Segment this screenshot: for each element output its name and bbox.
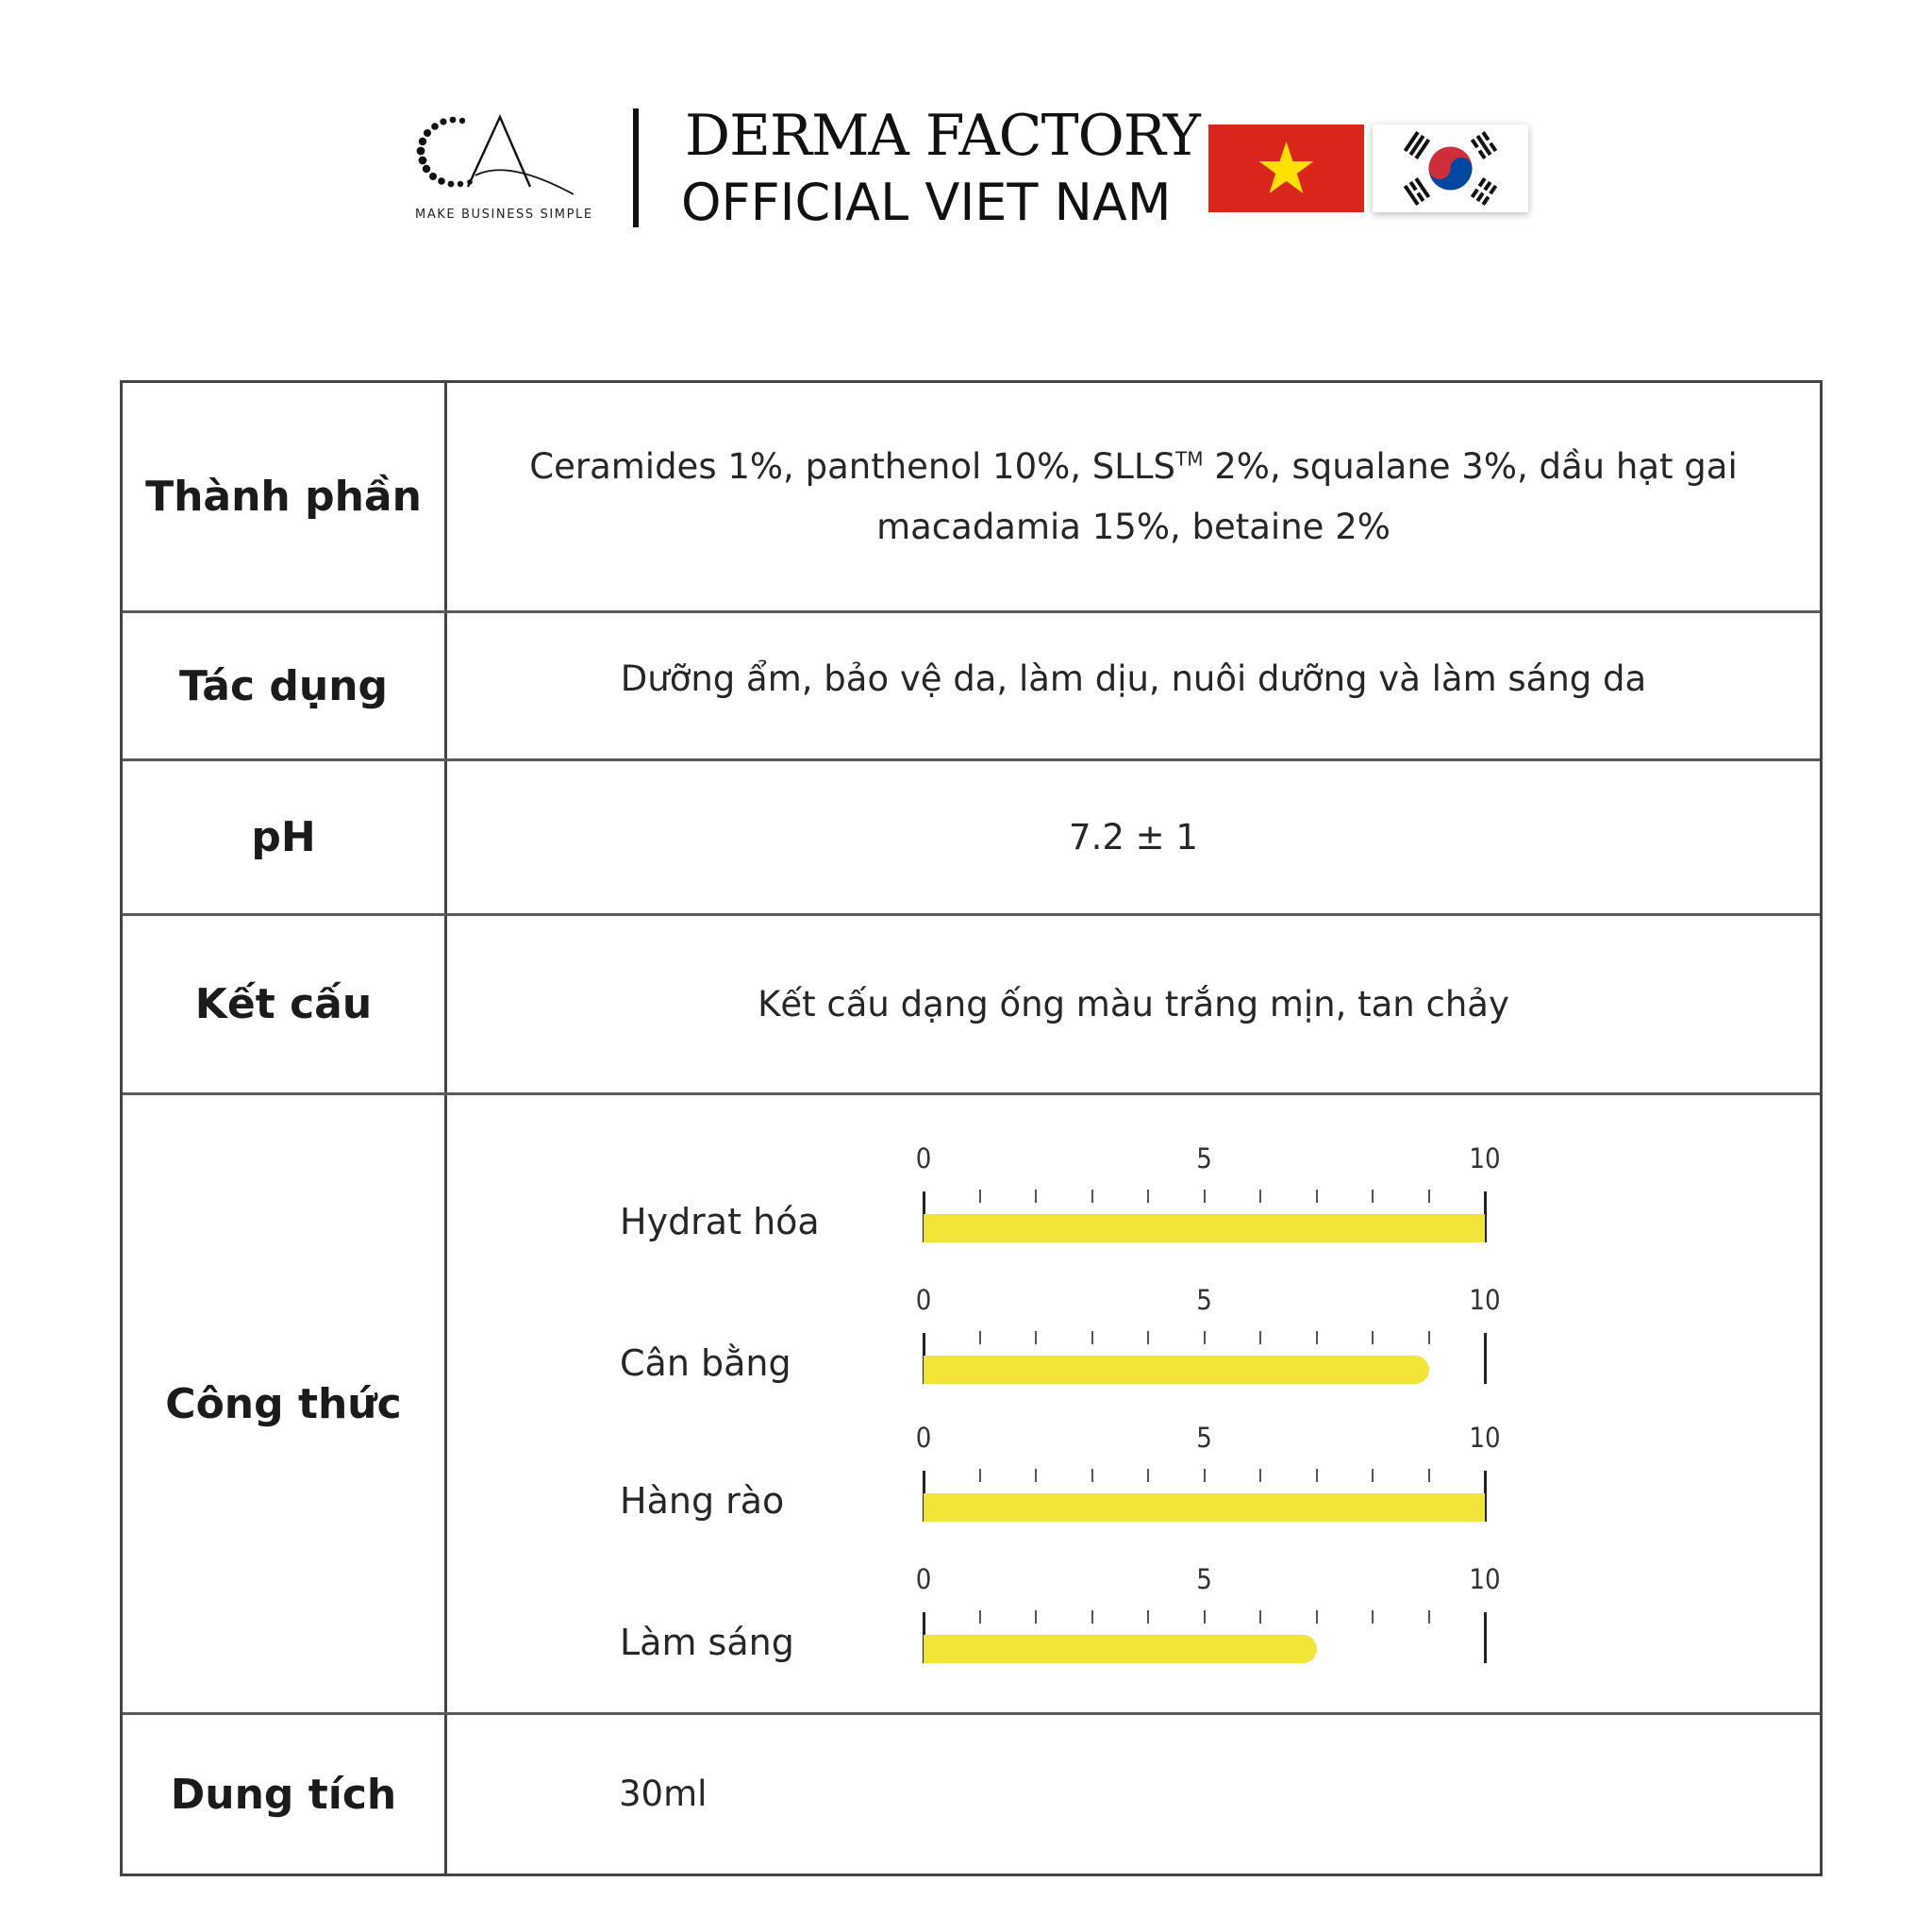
scale-tick — [1204, 1190, 1206, 1203]
scale-tick — [979, 1469, 981, 1482]
scale-end-line — [1484, 1333, 1487, 1384]
scale-tick-label: 10 — [1469, 1284, 1501, 1316]
trademark-mark: TM — [1175, 447, 1204, 471]
ca-logo-mark-icon — [413, 111, 583, 206]
logo-tagline: MAKE BUSINESS SIMPLE — [415, 208, 593, 222]
texture-label: Kết cấu — [194, 980, 373, 1028]
effects-row — [123, 610, 1820, 758]
formula-bar-name: Cân bằng — [620, 1342, 791, 1384]
scale-tick — [1035, 1610, 1037, 1624]
scale-tick-label: 0 — [915, 1422, 932, 1454]
brand-title: DERMA FACTORY — [685, 103, 1200, 169]
formula-bar-row — [447, 1284, 1820, 1407]
brand-subtitle: OFFICIAL VIET NAM — [681, 173, 1172, 232]
vietnam-flag-icon — [1208, 125, 1364, 212]
scale-tick — [1259, 1469, 1261, 1482]
ingredients-label: Thành phần — [145, 473, 422, 521]
scale-tick — [1372, 1469, 1374, 1482]
scale-tick — [1204, 1331, 1206, 1344]
scale-tick — [1372, 1610, 1374, 1624]
formula-bar-fill — [924, 1356, 1429, 1384]
scale-tick — [1204, 1469, 1206, 1482]
ca-logo — [413, 111, 593, 225]
effects-label: Tác dụng — [178, 661, 389, 710]
scale-tick — [1147, 1469, 1149, 1482]
scale-tick — [1035, 1331, 1037, 1344]
effects-value: Dưỡng ẩm, bảo vệ da, làm dịu, nuôi dưỡng và làm sáng da — [620, 658, 1647, 699]
south-korea-flag-icon — [1373, 125, 1528, 212]
scale-tick — [1091, 1610, 1093, 1624]
scale-tick-label: 0 — [915, 1563, 932, 1595]
ph-label: pH — [251, 813, 316, 861]
brand-header — [0, 0, 1932, 283]
volume-value: 30ml — [619, 1774, 708, 1814]
formula-bar-name: Làm sáng — [620, 1622, 794, 1663]
formula-bar-row — [447, 1422, 1820, 1544]
scale-tick — [1428, 1190, 1430, 1203]
volume-label: Dung tích — [170, 1770, 397, 1819]
product-spec-table — [120, 380, 1823, 1876]
scale-tick-label: 10 — [1469, 1563, 1501, 1595]
ph-value: 7.2 ± 1 — [1069, 816, 1198, 858]
texture-value: Kết cấu dạng ống màu trắng mịn, tan chảy — [758, 983, 1509, 1024]
ingredients-text-part2: 2%, squalane 3%, dầu hạt gai — [1203, 445, 1738, 487]
formula-bar-row — [447, 1563, 1820, 1686]
formula-row — [123, 1092, 1820, 1712]
scale-tick — [1259, 1331, 1261, 1344]
ph-row — [123, 758, 1820, 913]
ingredients-row — [123, 383, 1820, 610]
scale-tick — [1428, 1610, 1430, 1624]
formula-bar-fill — [924, 1635, 1317, 1663]
scale-tick — [1428, 1469, 1430, 1482]
scale-tick-label: 5 — [1196, 1284, 1212, 1316]
header-divider — [633, 108, 639, 227]
scale-tick-label: 10 — [1469, 1142, 1501, 1174]
scale-tick — [979, 1190, 981, 1203]
scale-tick — [1091, 1469, 1093, 1482]
scale-tick-label: 10 — [1469, 1422, 1501, 1454]
scale-tick — [1035, 1469, 1037, 1482]
scale-tick — [1428, 1331, 1430, 1344]
scale-tick — [1147, 1190, 1149, 1203]
scale-tick — [1147, 1331, 1149, 1344]
scale-tick — [979, 1331, 981, 1344]
formula-bar-fill — [924, 1214, 1485, 1242]
ingredients-value — [447, 383, 1820, 610]
formula-bar-name: Hydrat hóa — [620, 1201, 820, 1242]
formula-bar-row — [447, 1142, 1820, 1265]
scale-tick-label: 5 — [1196, 1142, 1212, 1174]
formula-label: Công thức — [165, 1379, 402, 1428]
ingredients-text-line2: macadamia 15%, betaine 2% — [876, 506, 1391, 547]
scale-tick — [1091, 1331, 1093, 1344]
ingredients-text-part1: Ceramides 1%, panthenol 10%, SLLS — [529, 445, 1176, 487]
scale-tick — [1091, 1190, 1093, 1203]
scale-tick — [1147, 1610, 1149, 1624]
scale-tick — [1259, 1610, 1261, 1624]
formula-scale-chart — [447, 1095, 1820, 1712]
scale-tick — [1316, 1469, 1318, 1482]
scale-tick — [1316, 1190, 1318, 1203]
scale-tick — [1035, 1190, 1037, 1203]
scale-tick — [1372, 1331, 1374, 1344]
formula-bar-name: Hàng rào — [620, 1480, 785, 1522]
scale-tick-label: 5 — [1196, 1563, 1212, 1595]
scale-tick-label: 0 — [915, 1284, 932, 1316]
scale-tick-label: 0 — [915, 1142, 932, 1174]
scale-tick — [1316, 1331, 1318, 1344]
scale-tick — [1259, 1190, 1261, 1203]
scale-end-line — [1484, 1612, 1487, 1663]
formula-bar-fill — [924, 1493, 1485, 1522]
scale-tick-label: 5 — [1196, 1422, 1212, 1454]
scale-tick — [1204, 1610, 1206, 1624]
volume-row — [123, 1712, 1820, 1874]
scale-tick — [979, 1610, 981, 1624]
scale-tick — [1372, 1190, 1374, 1203]
scale-tick — [1316, 1610, 1318, 1624]
texture-row — [123, 913, 1820, 1092]
